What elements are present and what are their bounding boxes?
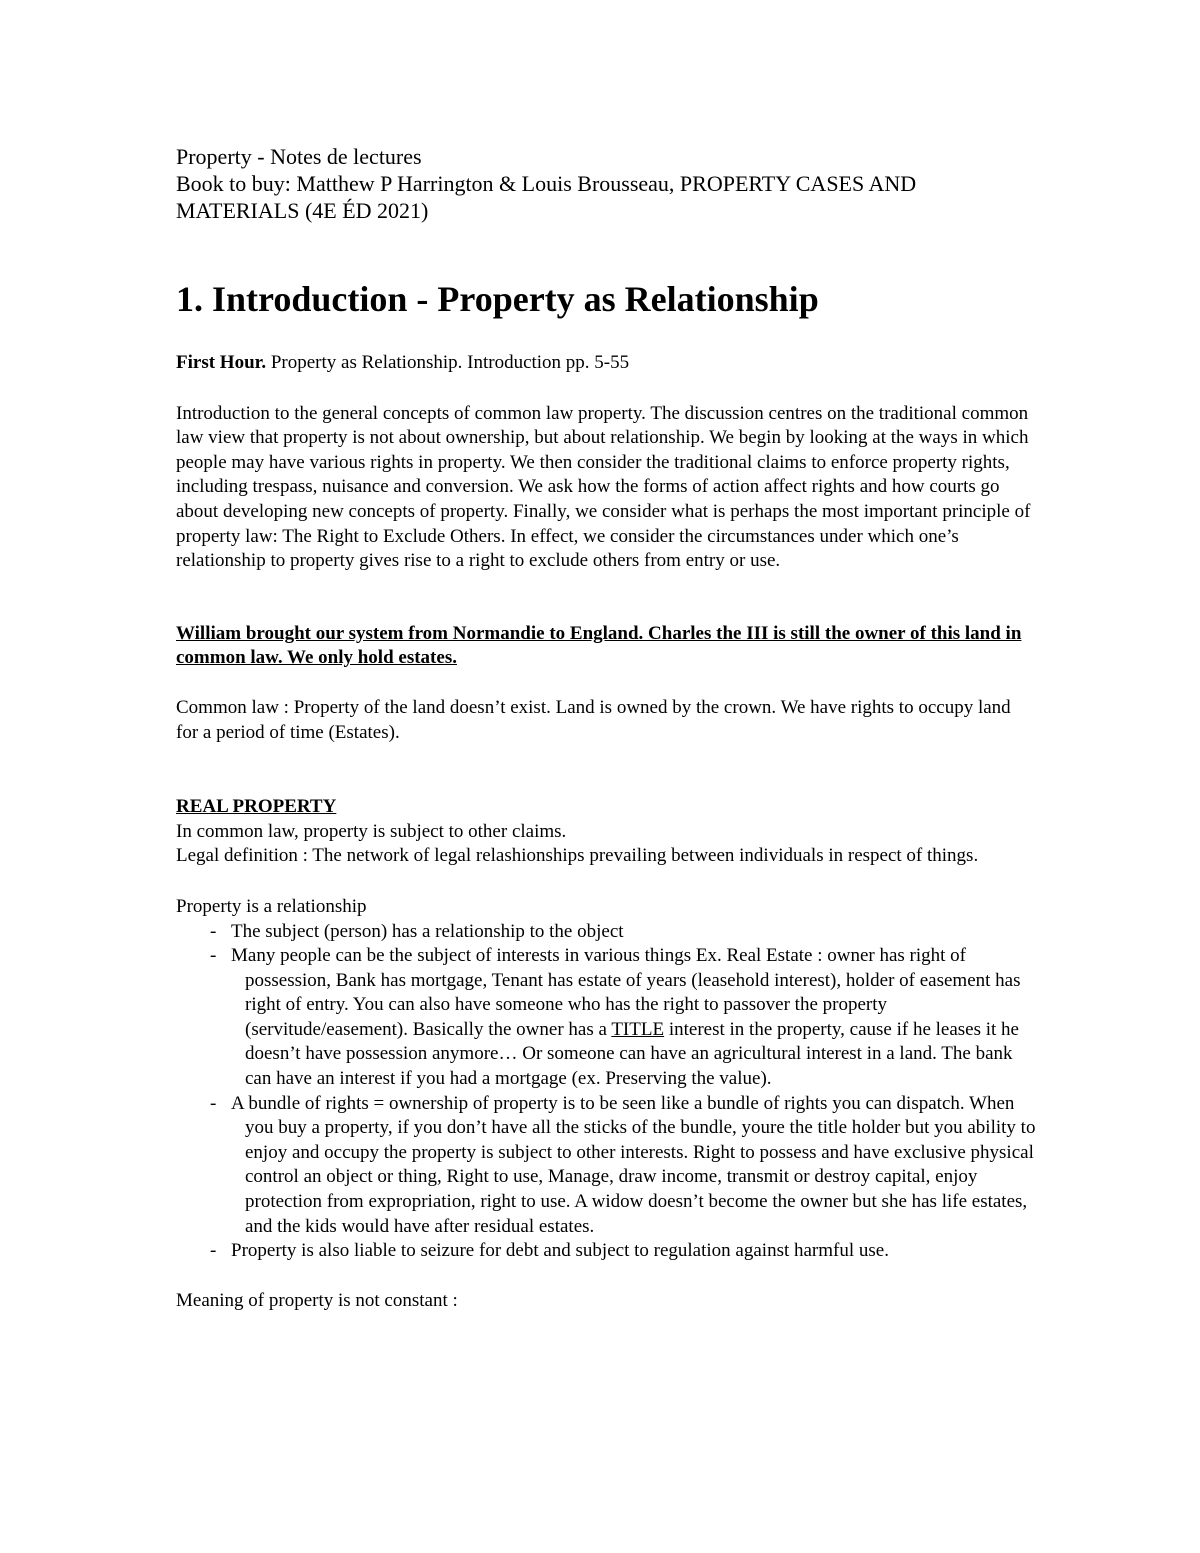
section-title: 1. Introduction - Property as Relationship: [176, 279, 819, 319]
real-property-line-1: In common law, property is subject to other claims.: [176, 820, 567, 842]
first-hour-line: [176, 351, 1036, 376]
relationship-list: [176, 920, 1036, 1264]
relationship-lead: Property is a relationship: [176, 895, 367, 917]
intro-paragraph: Introduction to the general concepts of common law property. The discussion centres on the traditional common law view that property is not about ownership, but about relationship. We begin by looking at the ways in which people may have various rights in property. We then consider the traditional claims to enforce property rights, including trespass, nuisance and conversion. We ask how the forms of action affect rights and how courts go about developing new concepts of property. Finally, we consider what is perhaps the most important principle of property law: The Right to Exclude Others. In effect, we consider the circumstances under which one’s relationship to property gives rise to a right to exclude others from entry or use.: [176, 402, 1031, 572]
bullet-dash: -: [210, 945, 217, 967]
title-word: TITLE: [611, 1018, 665, 1040]
common-law-paragraph: Common law : Property of the land doesn’t exist. Land is owned by the crown. We have rights to occupy land for a period of time (Estates).: [176, 696, 1011, 743]
header-line-2: Book to buy: Matthew P Harrington & Louis Brousseau, PROPERTY CASES AND MATERIALS (4E ÉD 2021): [176, 171, 917, 223]
list-item-text: A bundle of rights = ownership of property is to be seen like a bundle of rights you can dispatch. When you buy a property, if you don’t have all the sticks of the bundle, youre the title holder but you ability to enjoy and occupy the property is subject to other interests. Right to possess and have exclusive physical control an object or thing, Right to use, Manage, draw income, transmit or destroy capital, enjoy protection from expropriation, right to use. A widow doesn’t become the owner but she has life estates, and the kids would have after residual estates.: [231, 1092, 1036, 1237]
list-item-text: Many people can be the subject of interests in various things Ex. Real Estate : owner has right of possession, Bank has mortgage, Tenant has estate of years (leasehold interest), holder of easement has right of entry. You can also have someone who has the right to passover the property (servitude/easement). Basically the owner has a: [231, 945, 1021, 1040]
real-property-line-2: Legal definition : The network of legal relashionships prevailing between individuals in respect of things.: [176, 845, 979, 867]
list-item-text-continued: interest in the property, cause if he leases it he doesn’t have possession anymore… Or someone can have an agricultural interest in a land. The bank can have an interest if you had a mortgage (ex. Preserving the value).: [245, 1018, 1019, 1090]
first-hour-label: First Hour.: [176, 352, 267, 373]
list-item: [176, 1239, 1036, 1264]
bullet-dash: -: [210, 920, 217, 942]
highlight-statement: William brought our system from Normandie to England. Charles the III is still the owner of this land in common law. We only hold estates.: [176, 622, 1022, 669]
first-hour-text: Property as Relationship. Introduction pp. 5-55: [266, 352, 630, 373]
list-item: [176, 920, 1036, 945]
document-content: [176, 143, 1036, 1313]
bullet-dash: -: [210, 1092, 217, 1114]
list-item: [176, 944, 1036, 1092]
list-item: [176, 1092, 1036, 1240]
meaning-line: Meaning of property is not constant :: [176, 1289, 458, 1311]
list-item-text: Property is also liable to seizure for debt and subject to regulation against harmful use.: [231, 1240, 889, 1262]
real-property-heading: REAL PROPERTY: [176, 796, 337, 818]
list-item-text: The subject (person) has a relationship to the object: [231, 920, 624, 942]
header-line-1: Property - Notes de lectures: [176, 144, 422, 169]
bullet-dash: -: [210, 1240, 217, 1262]
